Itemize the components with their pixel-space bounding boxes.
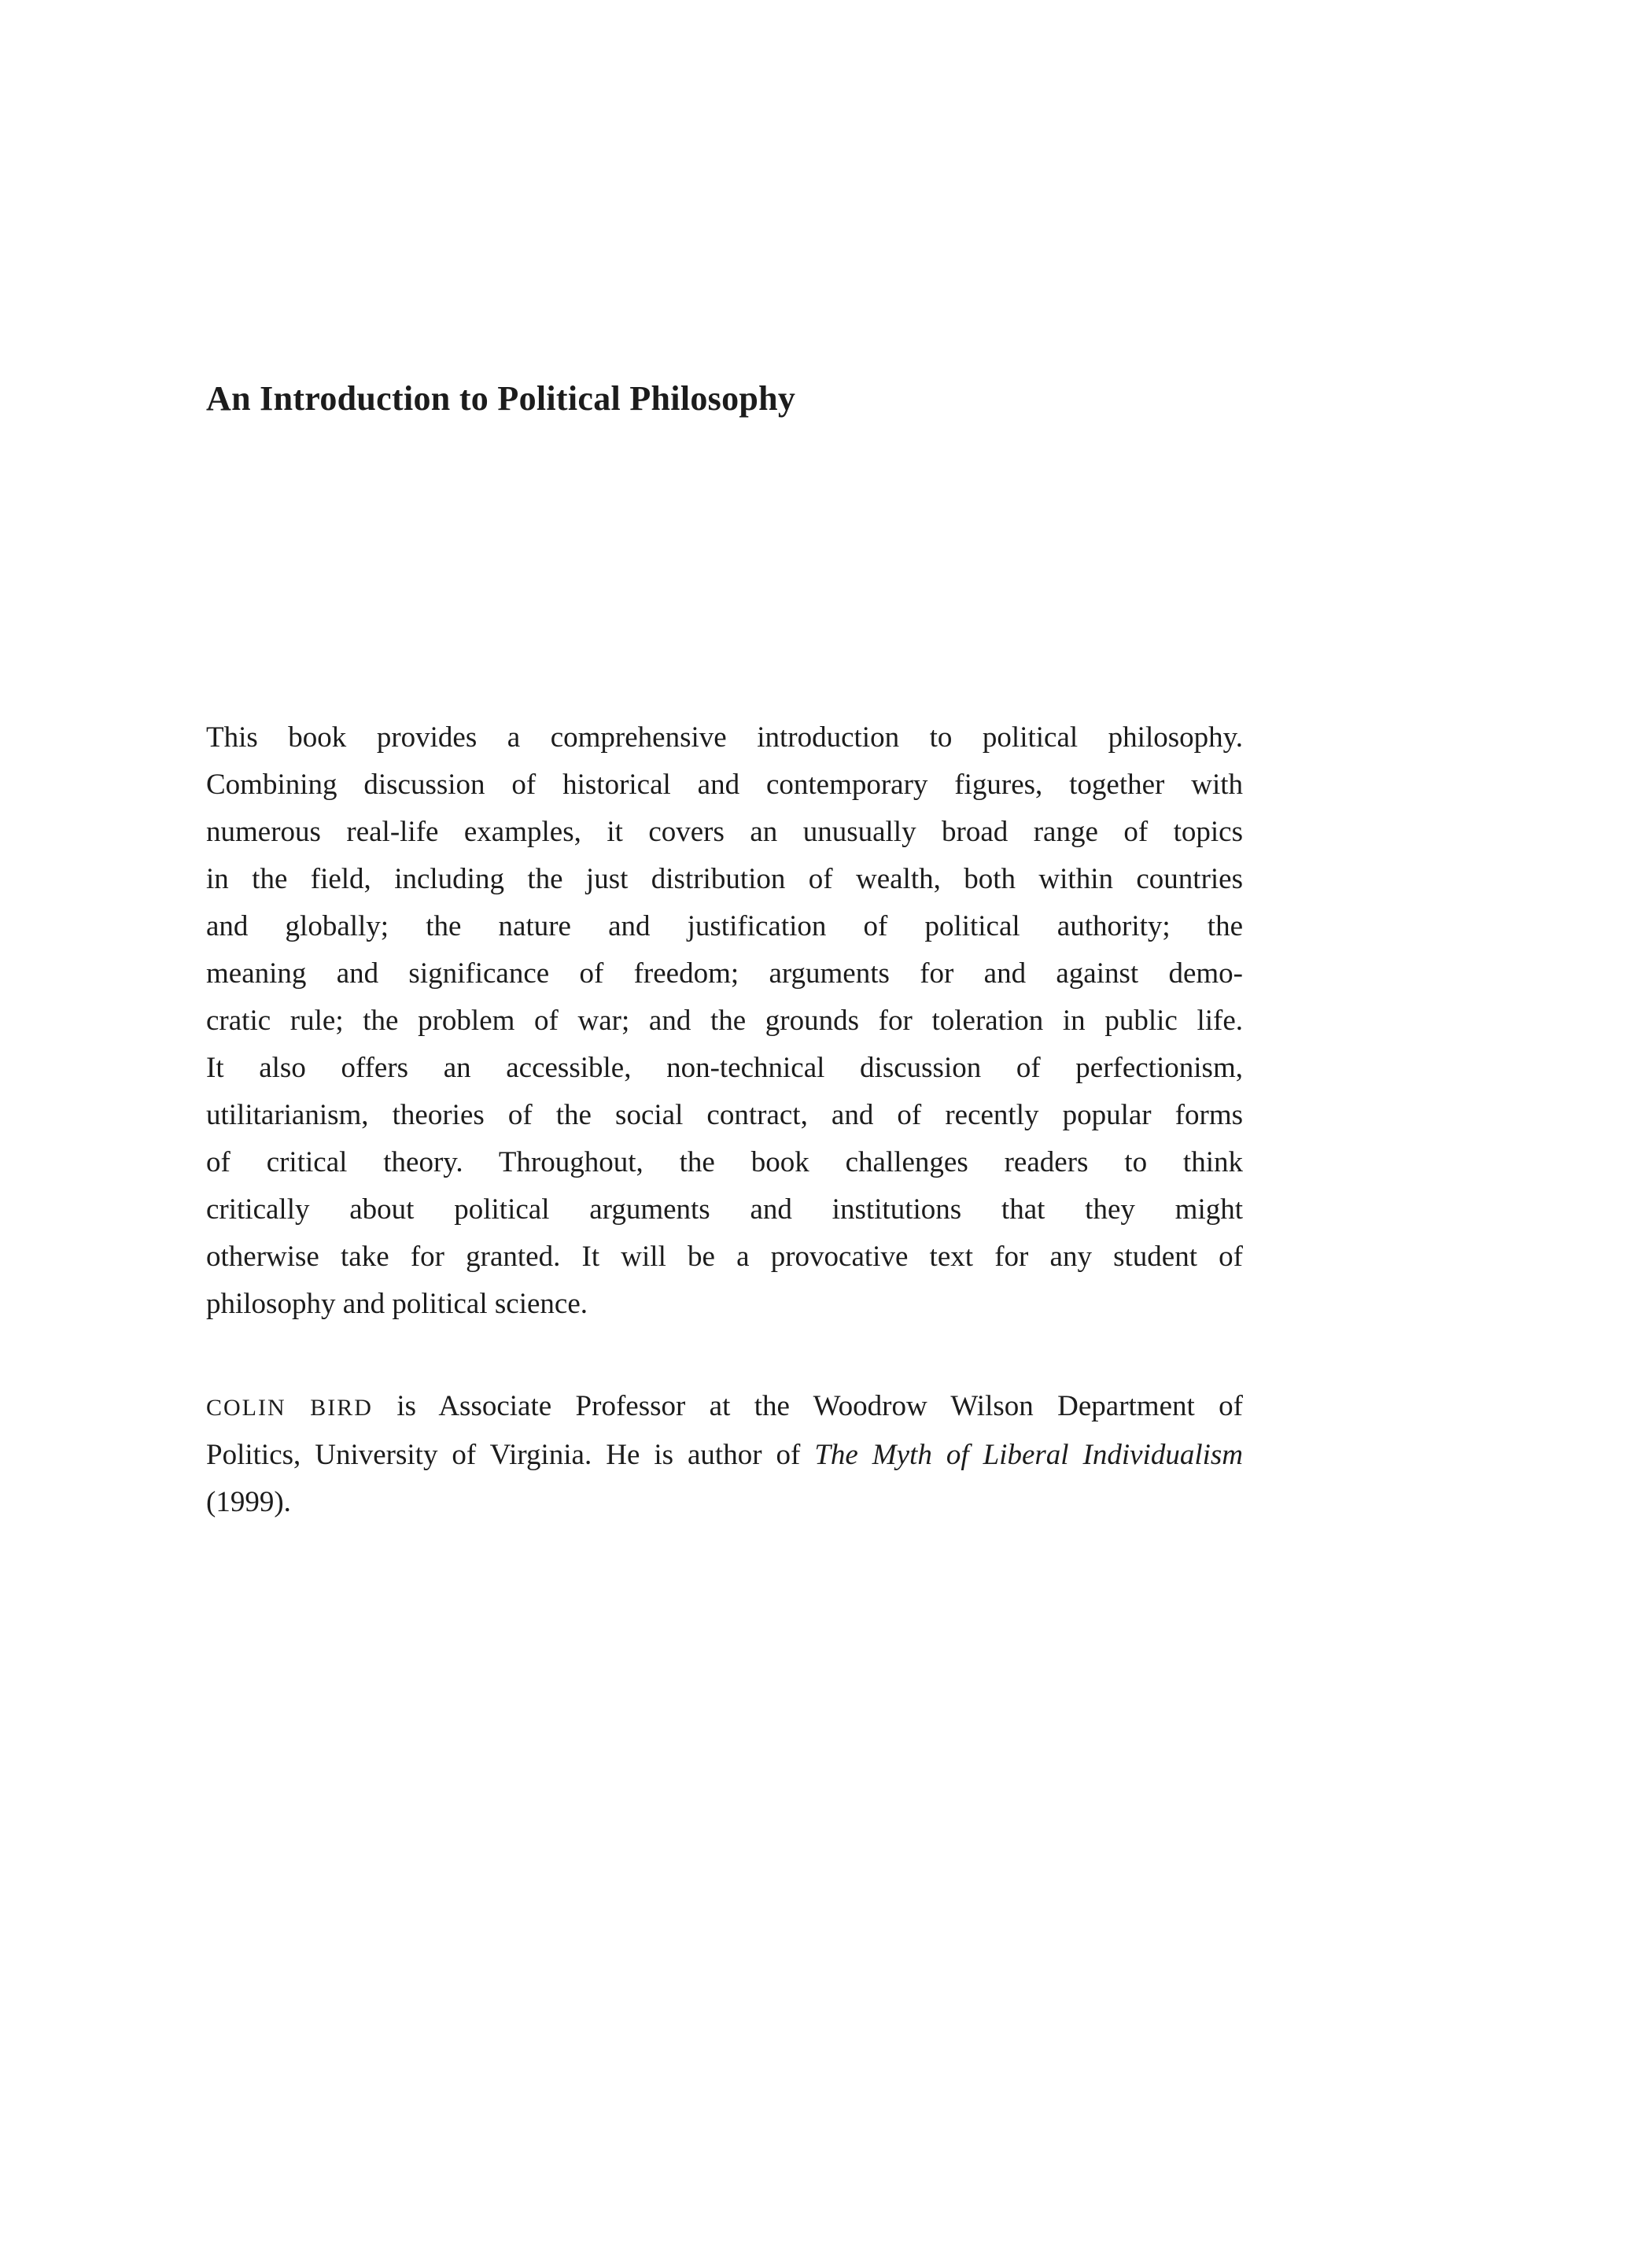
description-line-11: critically about political arguments and institutions that they might: [206, 1193, 1243, 1226]
author-bio: [206, 1383, 1243, 1526]
description-line-5: and globally; the nature and justification of political authority; the: [206, 910, 1243, 942]
author-bio-line-1-text: is Associate Professor at the Woodrow Wilson Department of: [372, 1390, 1243, 1422]
description-line-6: meaning and significance of freedom; arguments for and against demo-: [206, 957, 1243, 990]
referenced-book-title: The Myth of Liberal Individualism: [814, 1439, 1244, 1471]
author-bio-line-3: (1999).: [206, 1486, 291, 1518]
description-line-12: otherwise take for granted. It will be a provocative text for any student of: [206, 1241, 1243, 1273]
description-line-8: It also offers an accessible, non-technical discussion of perfectionism,: [206, 1052, 1243, 1084]
description-line-9: utilitarianism, theories of the social contract, and of recently popular forms: [206, 1099, 1243, 1131]
description-line-4: in the field, including the just distribution of wealth, both within countries: [206, 863, 1243, 895]
description-line-2: Combining discussion of historical and contemporary figures, together with: [206, 769, 1243, 801]
author-name: COLIN BIRD: [206, 1395, 373, 1421]
description-line-1: This book provides a comprehensive introduction to political philosophy.: [206, 721, 1243, 754]
description-line-7: cratic rule; the problem of war; and the grounds for toleration in public life.: [206, 1005, 1243, 1037]
description-line-13: philosophy and political science.: [206, 1288, 588, 1320]
description-line-10: of critical theory. Throughout, the book challenges readers to think: [206, 1146, 1243, 1178]
author-bio-line-2-text: Politics, University of Virginia. He is author of: [206, 1439, 815, 1471]
description-line-3: numerous real-life examples, it covers an unusually broad range of topics: [206, 816, 1243, 848]
author-bio-line-1: [206, 1383, 1243, 1432]
book-description: [206, 714, 1243, 1328]
book-title: An Introduction to Political Philosophy: [206, 379, 796, 418]
author-bio-line-2: [206, 1432, 1243, 1479]
